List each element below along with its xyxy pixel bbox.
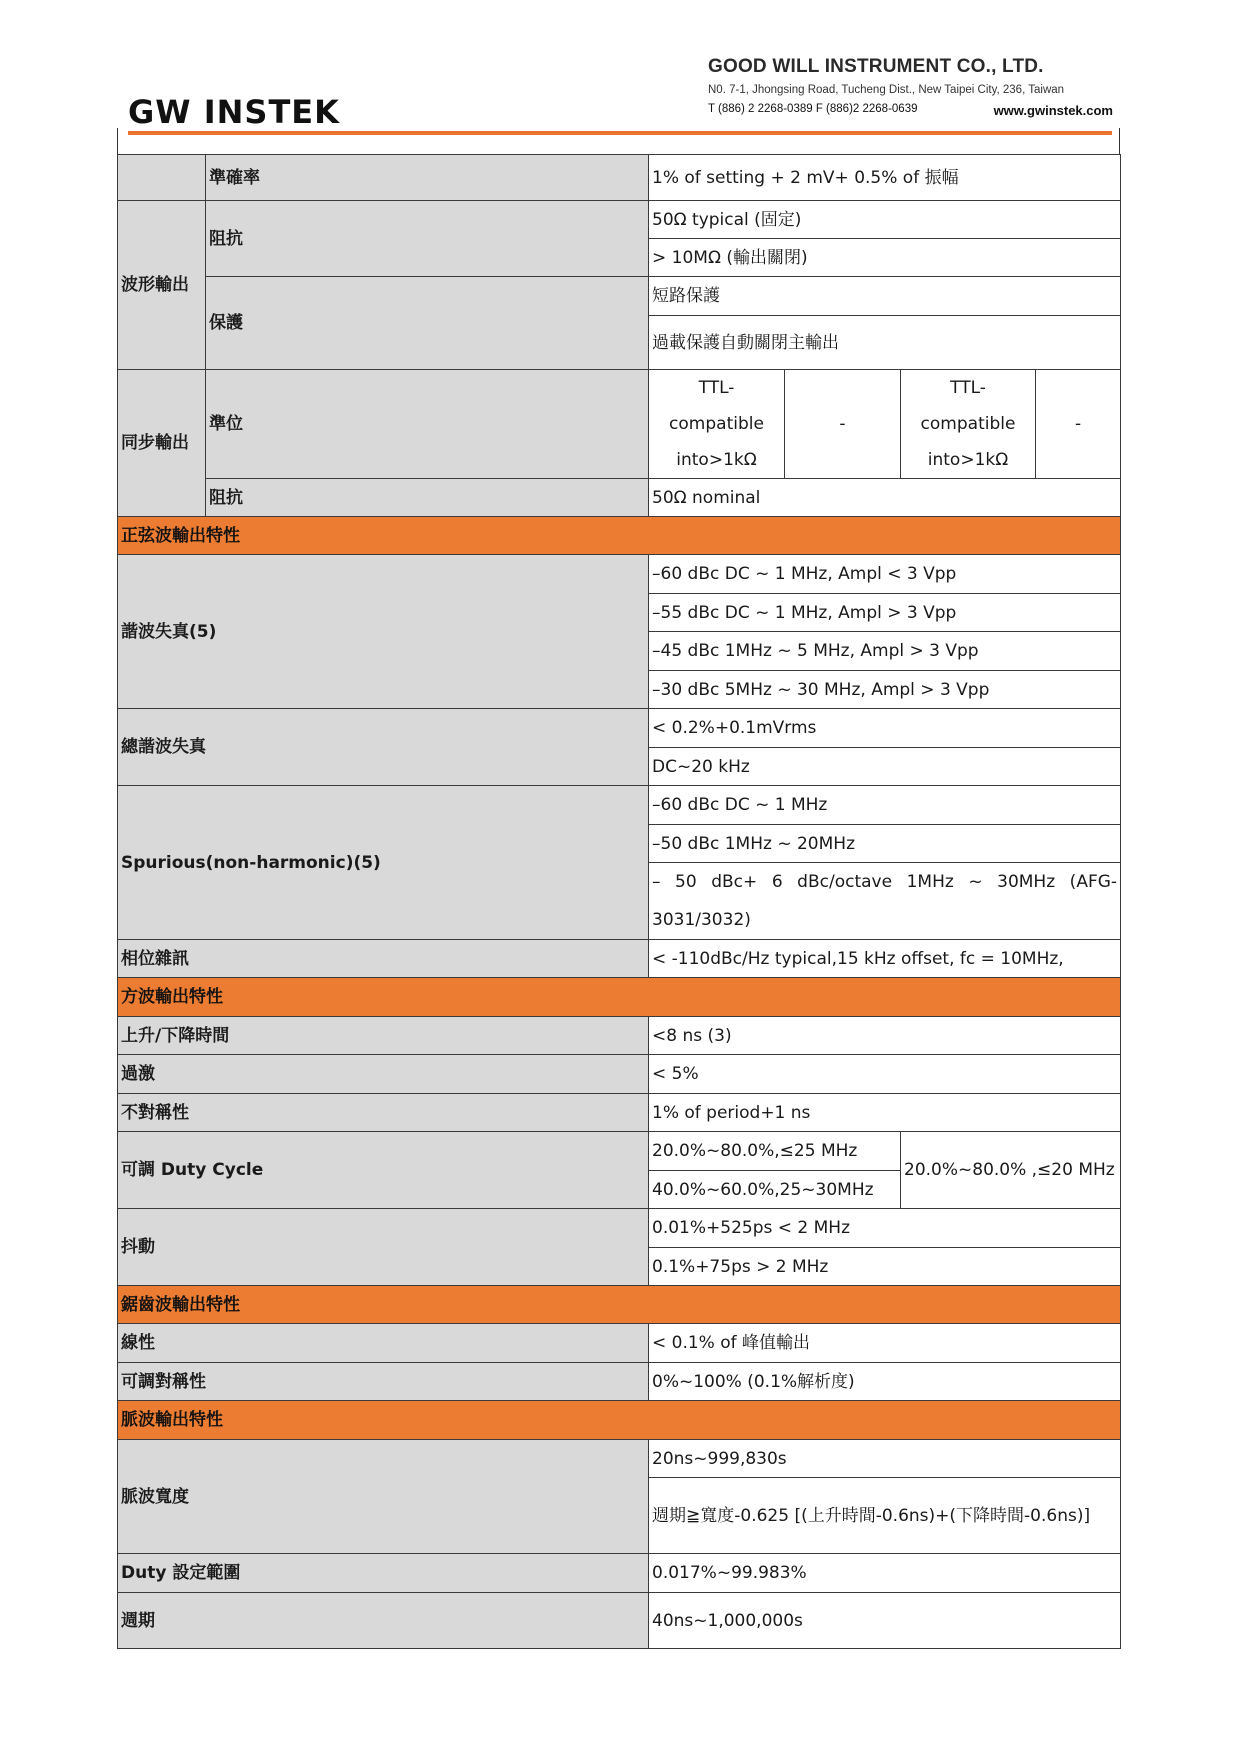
website-link[interactable]: www.gwinstek.com [993, 103, 1113, 118]
table-row [118, 1017, 1121, 1055]
row-value: 1% of setting + 2 mV+ 0.5% of 振幅 [649, 155, 1121, 201]
row-value: 50Ω nominal [649, 479, 1121, 517]
table-row [118, 155, 1121, 201]
row-label: 不對稱性 [118, 1094, 649, 1132]
row-value: < 0.2%+0.1mVrms [649, 709, 1121, 748]
page-border-left [117, 128, 118, 154]
table-row [118, 1593, 1121, 1649]
row-value: –60 dBc DC ~ 1 MHz, Ampl < 3 Vpp [649, 555, 1121, 594]
section-header-row [118, 978, 1121, 1017]
sync-level-value: TTL-compatible into>1kΩ [901, 370, 1036, 479]
row-value: 40ns~1,000,000s [649, 1593, 1121, 1649]
row-value: –30 dBc 5MHz ~ 30 MHz, Ampl > 3 Vpp [649, 671, 1121, 709]
row-value: 40.0%~60.0%,25~30MHz [649, 1171, 901, 1209]
company-info [708, 56, 1124, 118]
section-title: 方波輸出特性 [118, 978, 1121, 1017]
company-address: N0. 7-1, Jhongsing Road, Tucheng Dist., New Taipei City, 236, Taiwan [708, 84, 1065, 96]
row-value: < 5% [649, 1055, 1121, 1094]
row-label: 上升/下降時間 [118, 1017, 649, 1055]
section-header-row [118, 517, 1121, 555]
row-label: 脈波寬度 [118, 1440, 649, 1554]
table-row [118, 1094, 1121, 1132]
section-title: 正弦波輸出特性 [118, 517, 1121, 555]
row-value: 50Ω typical (固定) [649, 201, 1121, 239]
row-value: 20.0%~80.0% ,≤20 MHz [901, 1132, 1121, 1209]
row-value: < -110dBc/Hz typical,15 kHz offset, fc = 10MHz, [649, 940, 1121, 978]
row-label: 阻抗 [206, 201, 649, 277]
section-title: 脈波輸出特性 [118, 1401, 1121, 1440]
row-label: 總諧波失真 [118, 709, 649, 786]
row-value: < 0.1% of 峰值輸出 [649, 1324, 1121, 1363]
table-row [118, 479, 1121, 517]
row-value: –50 dBc 1MHz ~ 20MHz [649, 825, 1121, 863]
header-rule [128, 131, 1112, 135]
row-value: 0.017%~99.983% [649, 1554, 1121, 1593]
row-value: 20ns~999,830s [649, 1440, 1121, 1478]
row-label: 準位 [206, 370, 649, 479]
row-label: 相位雜訊 [118, 940, 649, 978]
row-value: 0.01%+525ps < 2 MHz [649, 1209, 1121, 1248]
table-row [118, 555, 1121, 594]
company-contact [708, 103, 1113, 118]
group-label: 波形輸出 [118, 201, 206, 370]
row-label: 可調對稱性 [118, 1363, 649, 1401]
table-row [118, 709, 1121, 748]
table-row [118, 277, 1121, 316]
row-label: 可調 Duty Cycle [118, 1132, 649, 1209]
section-header-row [118, 1401, 1121, 1440]
table-row [118, 1440, 1121, 1478]
sync-level-value: - [1036, 370, 1121, 479]
row-label: 保護 [206, 277, 649, 370]
row-value: 20.0%~80.0%,≤25 MHz [649, 1132, 901, 1171]
row-value: 1% of period+1 ns [649, 1094, 1121, 1132]
row-value: 週期≧寬度-0.625 [(上升時間-0.6ns)+(下降時間-0.6ns)] [649, 1478, 1121, 1554]
row-value: 0.1%+75ps > 2 MHz [649, 1248, 1121, 1286]
table-row [118, 1209, 1121, 1248]
row-value: > 10MΩ (輸出關閉) [649, 239, 1121, 277]
row-label: 準確率 [206, 155, 649, 201]
phone-fax: T (886) 2 2268-0389 F (886)2 2268-0639 [708, 103, 918, 115]
row-value: –45 dBc 1MHz ~ 5 MHz, Ampl > 3 Vpp [649, 632, 1121, 671]
row-value: DC~20 kHz [649, 748, 1121, 786]
group-label: 同步輸出 [118, 370, 206, 517]
row-value: –60 dBc DC ~ 1 MHz [649, 786, 1121, 825]
table-row [118, 201, 1121, 239]
table-row [118, 786, 1121, 825]
table-row [118, 940, 1121, 978]
row-label: Duty 設定範圍 [118, 1554, 649, 1593]
page-border-right [1119, 128, 1120, 154]
row-value: <8 ns (3) [649, 1017, 1121, 1055]
group-label-empty [118, 155, 206, 201]
row-value: –55 dBc DC ~ 1 MHz, Ampl > 3 Vpp [649, 594, 1121, 632]
row-label: 抖動 [118, 1209, 649, 1286]
row-label: 線性 [118, 1324, 649, 1363]
row-value: 過載保護自動關閉主輸出 [649, 316, 1121, 370]
row-value: 短路保護 [649, 277, 1121, 316]
section-header-row [118, 1286, 1121, 1324]
table-row [118, 1055, 1121, 1094]
table-row [118, 1324, 1121, 1363]
table-row [118, 370, 1121, 479]
sync-level-value: - [785, 370, 901, 479]
section-title: 鋸齒波輸出特性 [118, 1286, 1121, 1324]
company-logo: GW INSTEK [128, 93, 340, 131]
row-value: – 50 dBc+ 6 dBc/octave 1MHz ~ 30MHz (AFG-3031/3032) [649, 863, 1121, 940]
row-label: Spurious(non-harmonic)(5) [118, 786, 649, 940]
spec-table [117, 154, 1121, 1649]
row-value: 0%~100% (0.1%解析度) [649, 1363, 1121, 1401]
company-name: GOOD WILL INSTRUMENT CO., LTD. [708, 56, 1044, 77]
row-label: 週期 [118, 1593, 649, 1649]
table-row [118, 1554, 1121, 1593]
row-label: 過激 [118, 1055, 649, 1094]
row-label: 阻抗 [206, 479, 649, 517]
table-row [118, 1132, 1121, 1171]
sync-level-value: TTL-compatible into>1kΩ [649, 370, 785, 479]
table-row [118, 1363, 1121, 1401]
row-label: 諧波失真(5) [118, 555, 649, 709]
